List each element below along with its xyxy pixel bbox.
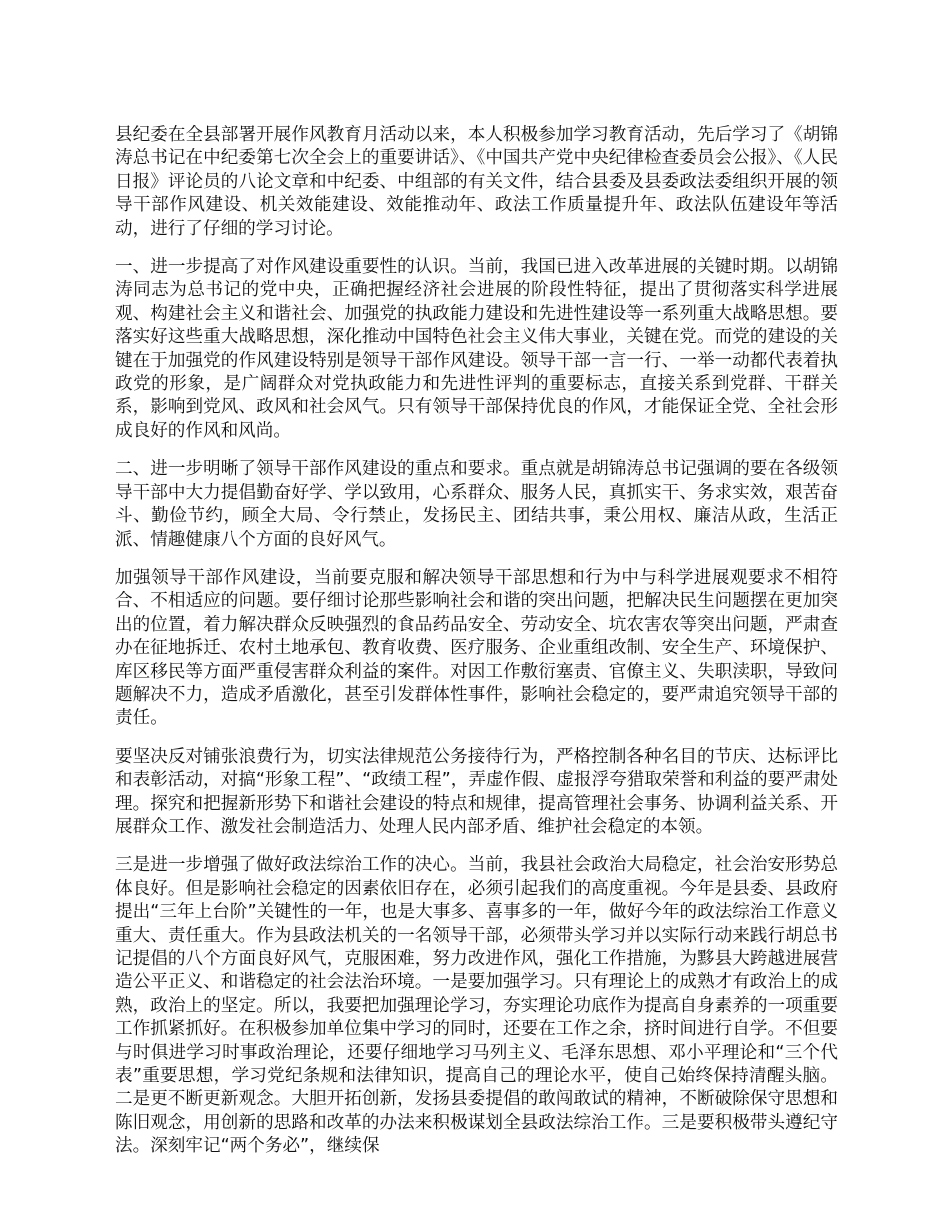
paragraph-intro: 县纪委在全县部署开展作风教育月活动以来，本人积极参加学习教育活动，先后学习了《胡锦涛总书记在中纪委第七次全会上的重要讲话》、《中国共产党中央纪律检查委员会公报》、《人民日报》评论员的八论文章和中纪委、中组部的有关文件，结合县委及县委政法委组织开展的领导干部作风建设、机关效能建设、效能推动年、政法工作质量提升年、政法队伍建设年等活动，进行了仔细的学习讨论。 — [115, 125, 838, 239]
paragraph-section-one: 一、进一步提高了对作风建设重要性的认识。当前，我国已进入改革进展的关键时期。以胡锦涛同志为总书记的党中央，正确把握经济社会进展的阶段性特征，提出了贯彻落实科学进展观、构建社会主义和谐社会、加强党的执政能力建设和先进性建设等一系列重大战略思想。要落实好这些重大战略思想，深化推动中国特色社会主义伟大事业，关键在党。而党的建设的关键在于加强党的作风建设特别是领导干部作风建设。领导干部一言一行、一举一动都代表着执政党的形象，是广阔群众对党执政能力和先进性评判的重要标志，直接关系到党群、干群关系，影响到党风、政风和社会风气。只有领导干部保持优良的作风，才能保证全党、全社会形成良好的作风和风尚。 — [115, 257, 838, 441]
paragraph-section-three: 三是进一步增强了做好政法综治工作的决心。当前，我县社会政治大局稳定，社会治安形势总体良好。但是影响社会稳定的因素依旧存在，必须引起我们的高度重视。今年是县委、县政府提出“三年上台阶”关键性的一年，也是大事多、喜事多的一年，做好今年的政法综治工作意义重大、责任重大。作为县政法机关的一名领导干部，必须带头学习并以实际行动来践行胡总书记提倡的八个方面良好风气，克服困难，努力改进作风，强化工作措施，为黟县大跨越进展营造公平正义、和谐稳定的社会法治环境。一是要加强学习。只有理论上的成熟才有政治上的成熟，政治上的坚定。所以，我要把加强理论学习，夯实理论功底作为提高自身素养的一项重要工作抓紧抓好。在积极参加单位集中学习的同时，还要在工作之余，挤时间进行自学。不但要与时俱进学习时事政治理论，还要仔细地学习马列主义、毛泽东思想、邓小平理论和“三个代表”重要思想，学习党纪条规和法律知识，提高自己的理论水平，使自己始终保持清醒头脑。二是更不断更新观念。大胆开拓创新，发扬县委提倡的敢闯敢试的精神，不断破除保守思想和陈旧观念，用创新的思路和改革的办法来积极谋划全县政法综治工作。三是要积极带头遵纪守法。深刻牢记“两个务必”，继续保 — [115, 855, 838, 1157]
document-body — [115, 124, 838, 1174]
paragraph-anti-waste: 要坚决反对铺张浪费行为，切实法律规范公务接待行为，严格控制各种名目的节庆、达标评比和表彰活动，对搞“形象工程”、“政绩工程”，弄虚作假、虚报浮夸猎取荣誉和利益的要严肃处理。探究和把握新形势下和谐社会建设的特点和规律，提高管理社会事务、协调利益关系、开展群众工作、激发社会制造活力、处理人民内部矛盾、维护社会稳定的本领。 — [115, 746, 838, 837]
paragraph-cadre-conduct: 加强领导干部作风建设，当前要克服和解决领导干部思想和行为中与科学进展观要求不相符合、不相适应的问题。要仔细讨论那些影响社会和谐的突出问题，把解决民生问题摆在更加突出的位置，着力解决群众反映强烈的食品药品安全、劳动安全、坑农害农等突出问题，严肃查办在征地拆迁、农村土地承包、教育收费、医疗服务、企业重组改制、安全生产、环境保护、库区移民等方面严重侵害群众利益的案件。对因工作敷衍塞责、官僚主义、失职渎职，导致问题解决不力，造成矛盾激化，甚至引发群体性事件，影响社会稳定的，要严肃追究领导干部的责任。 — [115, 567, 838, 729]
paragraph-section-two: 二、进一步明晰了领导干部作风建设的重点和要求。重点就是胡锦涛总书记强调的要在各级领导干部中大力提倡勤奋好学、学以致用，心系群众、服务人民，真抓实干、务求实效，艰苦奋斗、勤俭节约，顾全大局、令行禁止，发扬民主、团结共事，秉公用权、廉洁从政，生活正派、情趣健康八个方面的良好风气。 — [115, 459, 838, 550]
